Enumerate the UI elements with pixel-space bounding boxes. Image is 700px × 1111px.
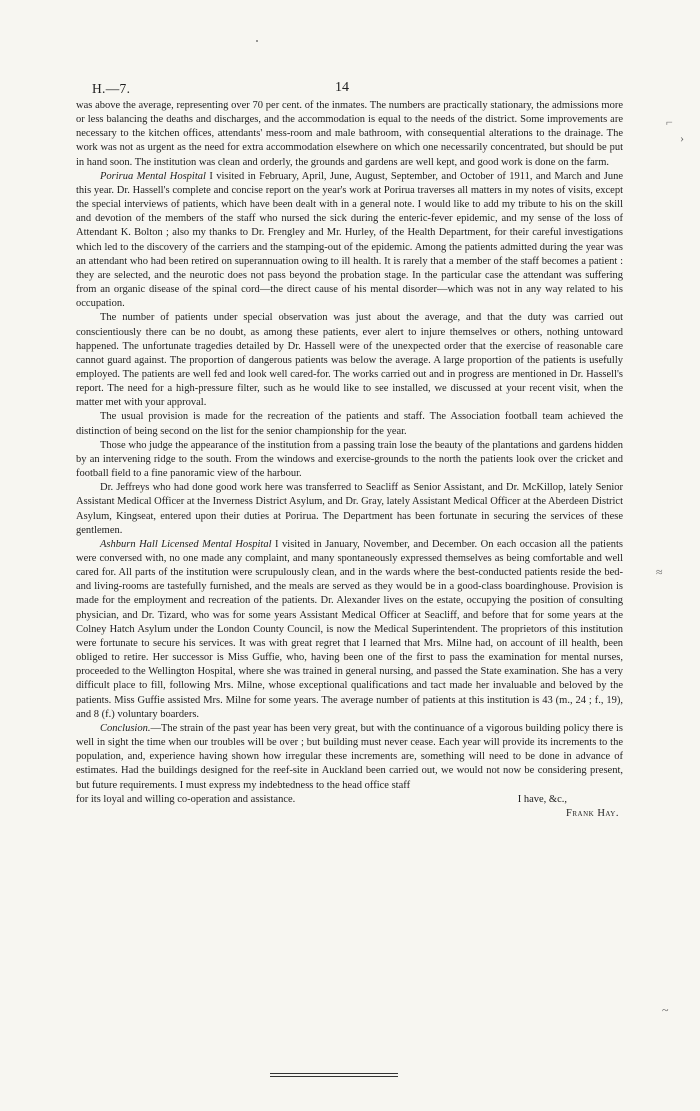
paragraph-text: —The strain of the past year has been very great, but with the continuance of a vigorous building policy there is well in sight the time when our troubles will be over ; but building must never cease. Each year will provide its increments to the population, and, experience having shown how irregular these increments are, something will need to be done in advance of estimates. Had the buildings designed for the reef-site in Auckland been carried out, we would not now be considering present, but future requirements. I must express my indebtedness to the head office staff	[76, 722, 623, 791]
valediction: I have, &c.,	[517, 793, 567, 805]
paragraph-recreation	[76, 410, 623, 438]
paragraph-continuation	[76, 99, 623, 170]
margin-mark: ≈	[656, 565, 663, 579]
paragraph-text: I visited in February, April, June, August, September, and October of 1911, and March and June this year. Dr. Hassell's complete and concise report on the year's work at Porirua traverses all matters in my notes of visits, except the special interviews of patients, which have been dealt with in a general note. I would like to add my tribute to his on the skill and devotion of the members of the staff who nursed the sick during the enteric-fever epidemic, and my sense of the loss of Attendant K. Bolton ; also my thanks to Dr. Frengley and Mr. Hurley, of the Health Department, for their careful investigations which led to the discovery of the carriers and the stamping-out of the epidemic. Among the patients admitted during the year was an attendant who had been retired on superannuation owing to ill health. It is rarely that a member of the staff becomes a patient : they are selected, and the neurotic does not pass beyond the probation stage. In the particular case the attendant was suffering from an organic disease of the spinal cord—the direct cause of his mental disorder—which was not in any way related to his occupation.	[76, 170, 624, 310]
signature-name: Frank Hay.	[566, 807, 619, 819]
paragraph-ashburn	[76, 538, 623, 722]
paragraph-staff	[76, 481, 623, 538]
end-rule-top	[270, 1073, 398, 1074]
paragraph-text: The usual provision is made for the recreation of the patients and staff. The Association football team achieved the distinction of being second on the list for the senior championship for the year.	[76, 411, 623, 437]
paragraph-text: The number of patients under special observation was just about the average, and that the duty was carried out conscientiously there can be no doubt, as among these patients, ever alert to injure themselves or others, nothing untoward happened. The unfortunate tragedies detailed by Dr. Hassell were of the unexpected order that the exercise of reasonable care cannot guard against. The proportion of dangerous patients was below the average. A large proportion of the patients is usefully employed. The patients are well fed and look well cared-for. The works carried out and in progress are mentioned in Dr. Hassell's report. The need for a high-pressure filter, such as he would like to see installed, we discussed at your recent visit, when the matter met with your approval.	[76, 312, 623, 409]
series-label: H.—7.	[92, 81, 131, 96]
speck-mark	[256, 40, 258, 42]
margin-mark: ›	[680, 131, 684, 145]
report-body	[76, 99, 623, 821]
margin-mark: ~	[662, 1003, 669, 1017]
paragraph-conclusion	[76, 722, 623, 793]
margin-mark: ⌐	[666, 115, 673, 129]
end-rule-bottom	[270, 1076, 398, 1077]
closing-text: for its loyal and willing co-operation and assistance.	[76, 793, 296, 805]
paragraph-lead: Ashburn Hall Licensed Mental Hospital	[100, 538, 272, 550]
paragraph-text: was above the average, representing over 70 per cent. of the inmates. The numbers are practically stationary, the admissions more or less balancing the deaths and discharges, and the accommodation is equal to the needs of the district. Some improvements are necessary to the kitchen offices, attendants' mess-room and male bathroom, with consequential alterations to the drainage. The work was not as urgent as the need for extra accommodation elsewhere on which one necessarily concentrated, but should be put in hand soon. The institution was clean and orderly, the grounds and gardens are well kept, and good work is done on the farm.	[76, 100, 623, 168]
paragraph-text: I visited in January, November, and December. On each occasion all the patients were conversed with, no one made any complaint, and many spontaneously expressed themselves as being comfortable and well cared for. All parts of the institution were scrupulously clean, and in the wards where the best-conducted patients reside the bed- and living-rooms are tastefully furnished, and the meals are served as they would be in a good-class boardinghouse. Provision is made for the employment and recreation of the patients. Dr. Alexander lives on the estate, occupying the position of consulting physician, and Dr. Tizard, who was for some years Assistant Medical Officer at Seacliff, and before that for some years at the Colney Hatch Asylum under the London County Council, is now the Medical Superintendent. The proprietors of this institution were fortunate to secure his services. It was with great regret that I learned that Mrs. Milne had, on account of ill health, been obliged to retire. Her successor is Miss Guffie, who, having been one of the first to pass the examination for mental nurses, proceeded to the Wellington Hospital, where she was trained in general nursing, and passed the State examination. She has a very difficult place to fill, following Mrs. Milne, whose exceptional qualifications and tact made her invaluable and beloved by the patients. Miss Guffie assisted Mrs. Milne for some years. The average number of patients at this institution is 43 (m., 24 ; f., 19), and 8 (f.) voluntary boarders.	[76, 538, 623, 720]
page-number: 14	[335, 80, 349, 95]
paragraph-porirua	[76, 170, 623, 312]
paragraph-lead: Porirua Mental Hospital	[100, 170, 206, 182]
paragraph-observation	[76, 311, 623, 410]
paragraph-lead: Conclusion.	[100, 722, 151, 734]
paragraph-text: Dr. Jeffreys who had done good work here was transferred to Seacliff as Senior Assistant, and Dr. McKillop, lately Senior Assistant Medical Officer at the Inverness District Asylum, and Dr. Gray, lately Assistant Medical Officer at the Aberdeen District Asylum, Kingseat, entered upon their duties at Porirua. The Department has been fortunate in securing the services of these gentlemen.	[76, 482, 623, 536]
paragraph-text: Those who judge the appearance of the institution from a passing train lose the beauty of the plantations and gardens hidden by an intervening ridge to the south. From the windows and exercise-grounds to the north the patients look over the cricket and football field to a fine panoramic view of the harbour.	[76, 439, 623, 480]
closing-line	[76, 793, 623, 807]
paragraph-appearance	[76, 439, 623, 481]
